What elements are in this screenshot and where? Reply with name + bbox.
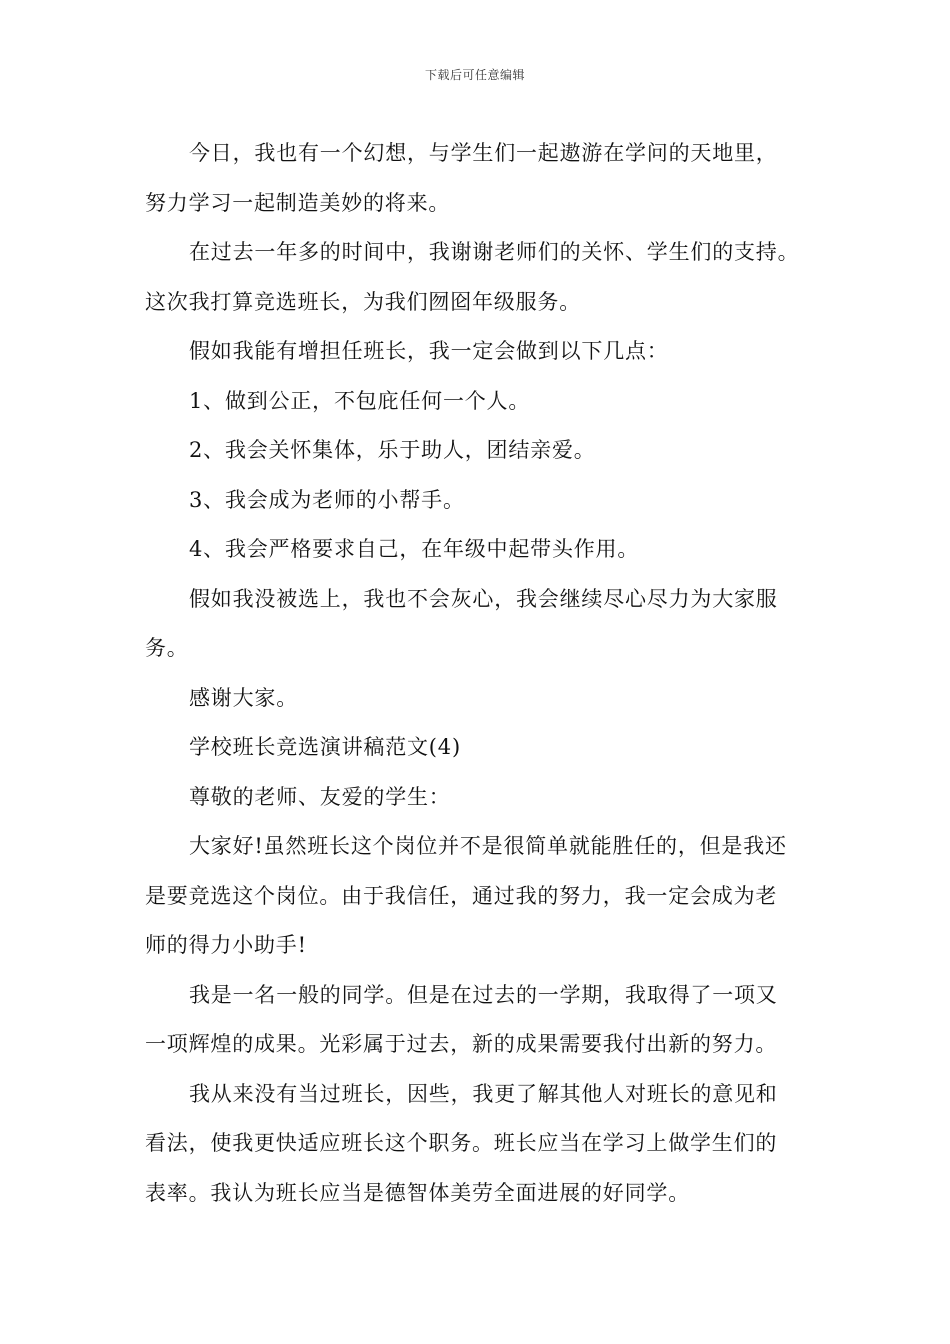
paragraph bbox=[145, 822, 810, 971]
section-title bbox=[145, 723, 810, 773]
paragraph bbox=[145, 674, 810, 724]
text-line: 1、做到公正，不包庇任何一个人。 bbox=[189, 388, 531, 413]
text-line: 假如我能有增担任班长，我一定会做到以下几点： bbox=[189, 339, 669, 363]
list-item bbox=[145, 377, 810, 427]
paragraph bbox=[145, 327, 810, 377]
page-header: 下载后可任意编辑 bbox=[424, 68, 525, 82]
salutation bbox=[145, 773, 810, 823]
paragraph bbox=[145, 575, 810, 674]
paragraph bbox=[145, 129, 810, 228]
paragraph bbox=[145, 228, 810, 327]
list-item bbox=[145, 426, 810, 476]
text-line: 师的得力小助手! bbox=[145, 933, 307, 957]
text-line: 一项辉煌的成果。光彩属于过去，新的成果需要我付出新的努力。 bbox=[145, 1032, 778, 1056]
text-line: 今日，我也有一个幻想，与学生们一起遨游在学问的天地里， bbox=[189, 141, 778, 165]
text-line: 看法，使我更快适应班长这个职务。班长应当在学习上做学生们的 bbox=[145, 1131, 778, 1155]
text-line: 这次我打算竞选班长，为我们囫囵年级服务。 bbox=[145, 289, 581, 314]
list-item bbox=[145, 525, 810, 575]
text-line: 是要竞选这个岗位。由于我信任，通过我的努力，我一定会成为老 bbox=[145, 883, 778, 908]
text-line: 学校班长竞选演讲稿范文(4) bbox=[189, 735, 461, 759]
document-body bbox=[145, 129, 810, 1218]
text-line: 大家好!虽然班长这个岗位并不是很简单就能胜任的，但是我还 bbox=[189, 834, 787, 858]
text-line: 表率。我认为班长应当是德智体美劳全面进展的好同学。 bbox=[145, 1180, 690, 1205]
paragraph bbox=[145, 1070, 810, 1219]
text-line: 我是一名一般的同学。但是在过去的一学期，我取得了一项又 bbox=[189, 982, 778, 1007]
paragraph bbox=[145, 971, 810, 1070]
text-line: 感谢大家。 bbox=[189, 685, 298, 710]
text-line: 4、我会严格要求自己，在年级中起带头作用。 bbox=[189, 537, 640, 561]
list-item bbox=[145, 476, 810, 526]
text-line: 3、我会成为老师的小帮手。 bbox=[189, 487, 465, 512]
text-line: 我从来没有当过班长，因些，我更了解其他人对班长的意见和 bbox=[189, 1081, 778, 1106]
text-line: 努力学习一起制造美妙的将来。 bbox=[145, 190, 451, 215]
text-line: 务。 bbox=[145, 636, 189, 660]
text-line: 假如我没被选上，我也不会灰心，我会继续尽心尽力为大家服 bbox=[189, 586, 778, 611]
text-line: 尊敬的老师、友爱的学生： bbox=[189, 784, 451, 809]
text-line: 在过去一年多的时间中，我谢谢老师们的关怀、学生们的支持。 bbox=[189, 240, 800, 264]
text-line: 2、我会关怀集体，乐于助人，团结亲爱。 bbox=[189, 438, 596, 462]
